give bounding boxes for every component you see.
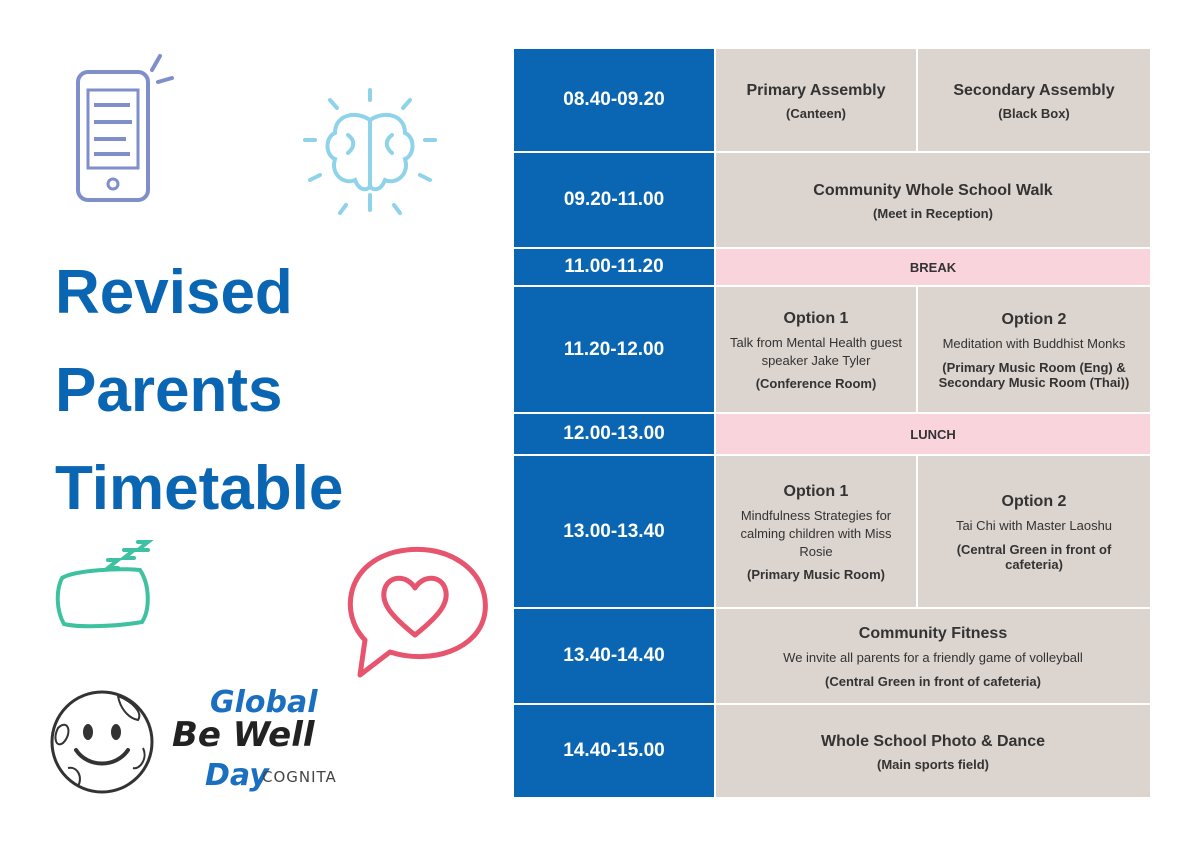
pillow-icon bbox=[50, 540, 160, 640]
activity-cell bbox=[917, 455, 1151, 608]
time-cell: 09.20-11.00 bbox=[513, 152, 715, 248]
activity-cell bbox=[715, 455, 917, 608]
activity-location: (Black Box) bbox=[998, 105, 1070, 121]
activity-location: (Primary Music Room (Eng) & Secondary Music Room (Thai)) bbox=[938, 359, 1130, 390]
timetable-row bbox=[513, 248, 1151, 286]
time-cell: 13.00-13.40 bbox=[513, 455, 715, 608]
activity-cell bbox=[715, 608, 1151, 704]
time-cell: 14.40-15.00 bbox=[513, 704, 715, 798]
activity-heading: Primary Assembly bbox=[746, 81, 886, 99]
activity-location: (Main sports field) bbox=[877, 756, 989, 772]
timetable bbox=[512, 47, 1152, 799]
activity-cell bbox=[917, 48, 1151, 152]
time-cell: 11.20-12.00 bbox=[513, 286, 715, 413]
timetable-row bbox=[513, 286, 1151, 413]
activity-location: (Central Green in front of cafeteria) bbox=[956, 541, 1112, 572]
activity-location: (Central Green in front of cafeteria) bbox=[825, 673, 1041, 689]
logo-global: Global bbox=[210, 685, 318, 720]
activity-location: (Canteen) bbox=[786, 105, 846, 121]
activity-description: We invite all parents for a friendly game of volleyball bbox=[783, 650, 1083, 666]
timetable-row bbox=[513, 608, 1151, 704]
activity-description: Meditation with Buddhist Monks bbox=[942, 336, 1126, 352]
timetable-row bbox=[513, 413, 1151, 455]
time-cell: 08.40-09.20 bbox=[513, 48, 715, 152]
timetable-row bbox=[513, 48, 1151, 152]
timetable-row bbox=[513, 704, 1151, 798]
logo-brand: COGNITA bbox=[262, 768, 337, 786]
logo-day: Day bbox=[205, 758, 269, 793]
activity-location: (Meet in Reception) bbox=[873, 205, 993, 221]
title-line-1: Revised bbox=[55, 258, 293, 327]
activity-description: Talk from Mental Health guest speaker Jake Tyler bbox=[730, 334, 902, 368]
activity-cell bbox=[715, 152, 1151, 248]
activity-heading: Option 1 bbox=[783, 309, 849, 327]
title-line-3: Timetable bbox=[55, 454, 344, 523]
time-cell: 12.00-13.00 bbox=[513, 413, 715, 455]
timetable-row bbox=[513, 152, 1151, 248]
activity-cell bbox=[715, 704, 1151, 798]
activity-location: (Conference Room) bbox=[755, 376, 877, 392]
break-cell: BREAK bbox=[715, 248, 1151, 286]
activity-description: Mindfulness Strategies for calming children with Miss Rosie bbox=[740, 507, 892, 560]
activity-heading: Option 2 bbox=[1001, 493, 1067, 511]
activity-heading: Community Fitness bbox=[858, 625, 1008, 643]
activity-description: Tai Chi with Master Laoshu bbox=[955, 518, 1113, 534]
activity-location: (Primary Music Room) bbox=[747, 567, 885, 583]
activity-heading: Option 1 bbox=[783, 482, 849, 500]
lunch-cell: LUNCH bbox=[715, 413, 1151, 455]
activity-heading: Secondary Assembly bbox=[953, 81, 1115, 99]
phone-icon bbox=[60, 50, 180, 210]
activity-cell bbox=[715, 286, 917, 413]
time-cell: 13.40-14.40 bbox=[513, 608, 715, 704]
smiley-globe-icon bbox=[48, 688, 156, 796]
timetable-row bbox=[513, 455, 1151, 608]
activity-heading: Whole School Photo & Dance bbox=[820, 732, 1045, 750]
activity-cell bbox=[917, 286, 1151, 413]
logo-be-well: Be Well bbox=[172, 715, 315, 755]
brain-icon bbox=[300, 85, 440, 235]
title-line-2: Parents bbox=[55, 356, 283, 425]
heart-speech-bubble-icon bbox=[335, 540, 500, 690]
activity-heading: Option 2 bbox=[1001, 311, 1067, 329]
time-cell: 11.00-11.20 bbox=[513, 248, 715, 286]
activity-cell bbox=[715, 48, 917, 152]
activity-heading: Community Whole School Walk bbox=[813, 181, 1053, 199]
